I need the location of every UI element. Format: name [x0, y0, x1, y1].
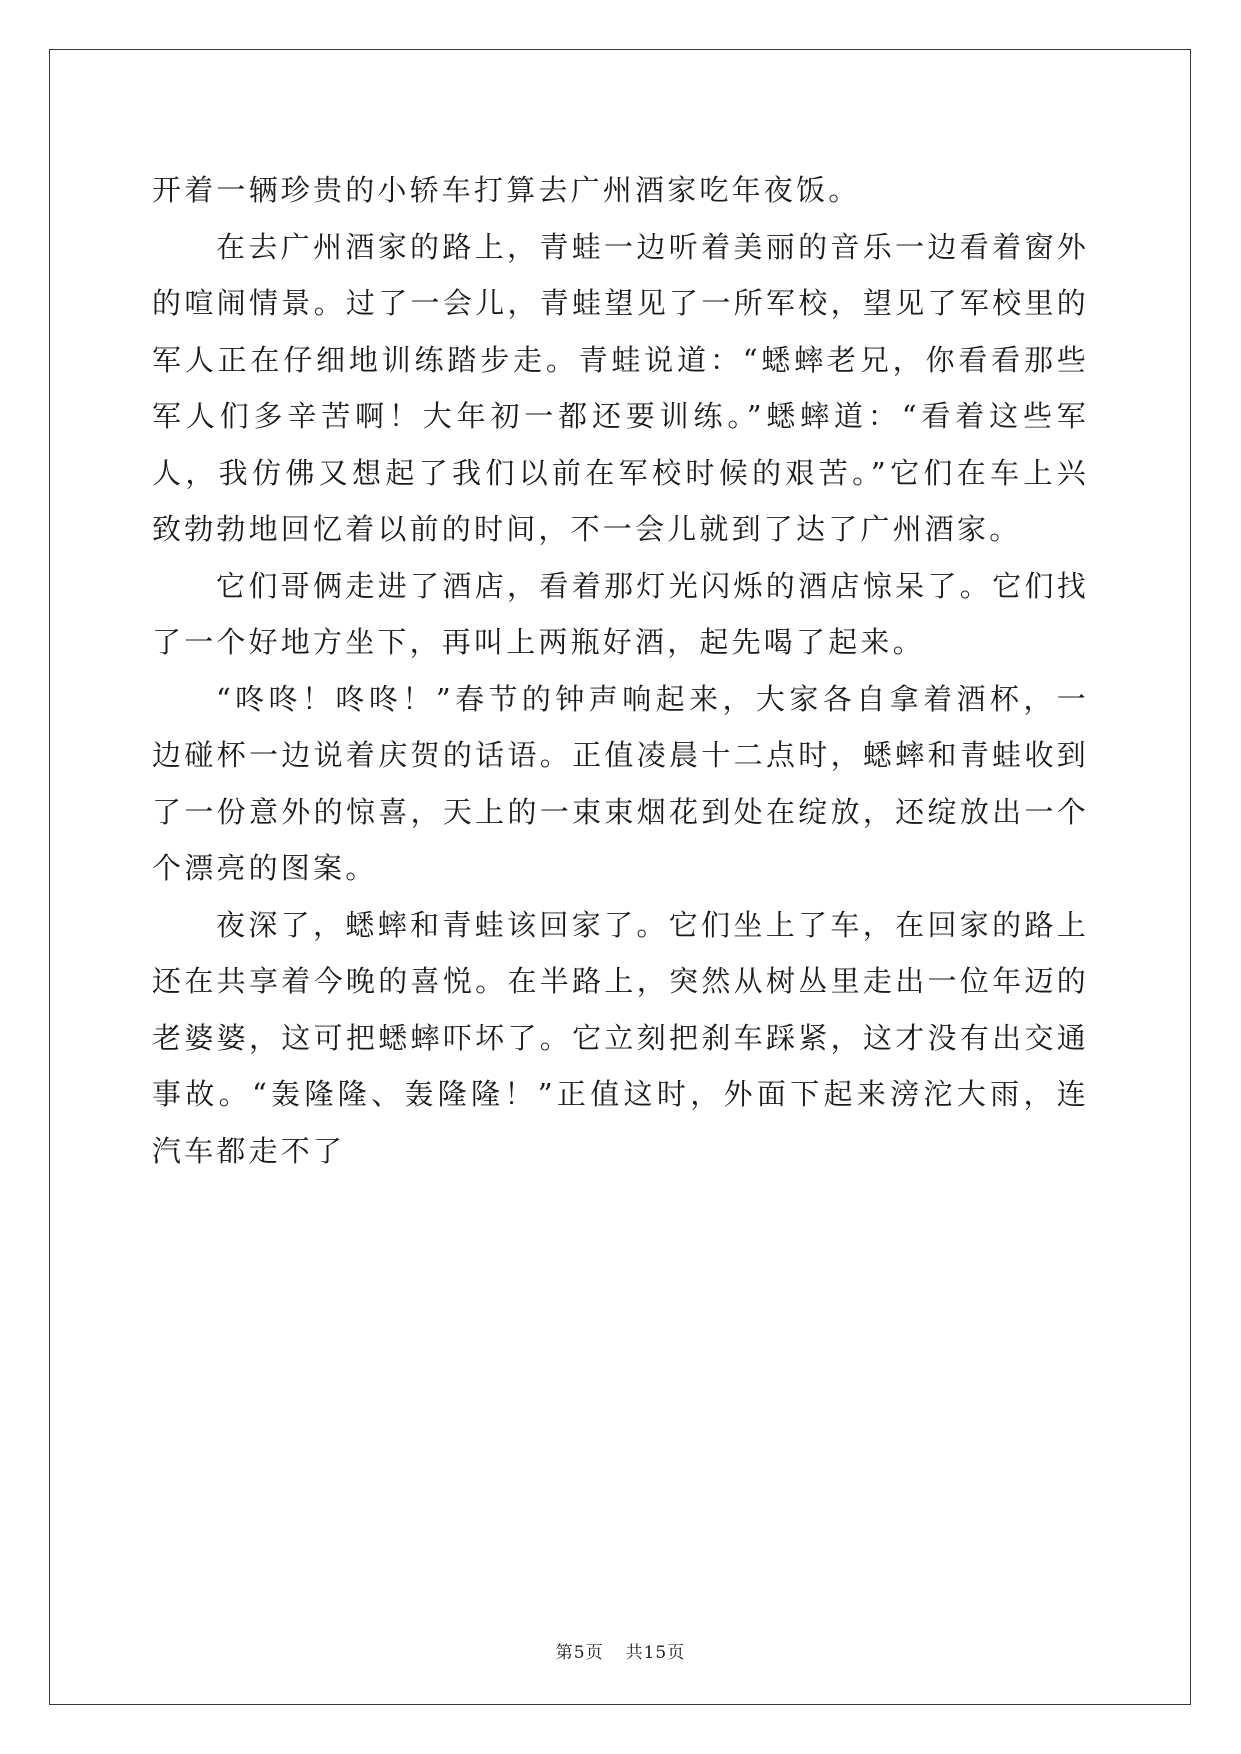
- page-footer: [0, 1638, 1241, 1663]
- paragraph-5: 夜深了，蟋蟀和青蛙该回家了。它们坐上了车，在回家的路上还在共享着今晚的喜悦。在半路上，突然从树丛里走出一位年迈的老婆婆，这可把蟋蟀吓坏了。它立刻把刹车踩紧，这才没有出交通事故。“轰隆隆、轰隆隆！”正值这时，外面下起来滂沱大雨，连汽车都走不了: [152, 907, 1089, 1168]
- page-number: 第5页: [555, 1643, 604, 1663]
- page-total: 共15页: [625, 1643, 686, 1663]
- paragraph-3: 它们哥俩走进了酒店，看着那灯光闪烁的酒店惊呆了。它们找了一个好地方坐下，再叫上两瓶好酒，起先喝了起来。: [152, 568, 1089, 659]
- paragraph-2: 在去广州酒家的路上，青蛙一边听着美丽的音乐一边看着窗外的喧闹情景。过了一会儿，青蛙望见了一所军校，望见了军校里的军人正在仔细地训练踏步走。青蛙说道：“蟋蟀老兄，你看看那些军人们多辛苦啊！大年初一都还要训练。”蟋蟀道：“看着这些军人，我仿佛又想起了我们以前在军校时候的艰苦。”它们在车上兴致勃勃地回忆着以前的时间，不一会儿就到了达了广州酒家。: [152, 229, 1089, 546]
- paragraph-1: 开着一辆珍贵的小轿车打算去广州酒家吃年夜饭。: [152, 173, 861, 207]
- paragraph-4: “咚咚！咚咚！”春节的钟声响起来，大家各自拿着酒杯，一边碰杯一边说着庆贺的话语。正值凌晨十二点时，蟋蟀和青蛙收到了一份意外的惊喜，天上的一束束烟花到处在绽放，还绽放出一个个漂亮的图案。: [152, 681, 1089, 885]
- document-body: [152, 162, 1089, 1179]
